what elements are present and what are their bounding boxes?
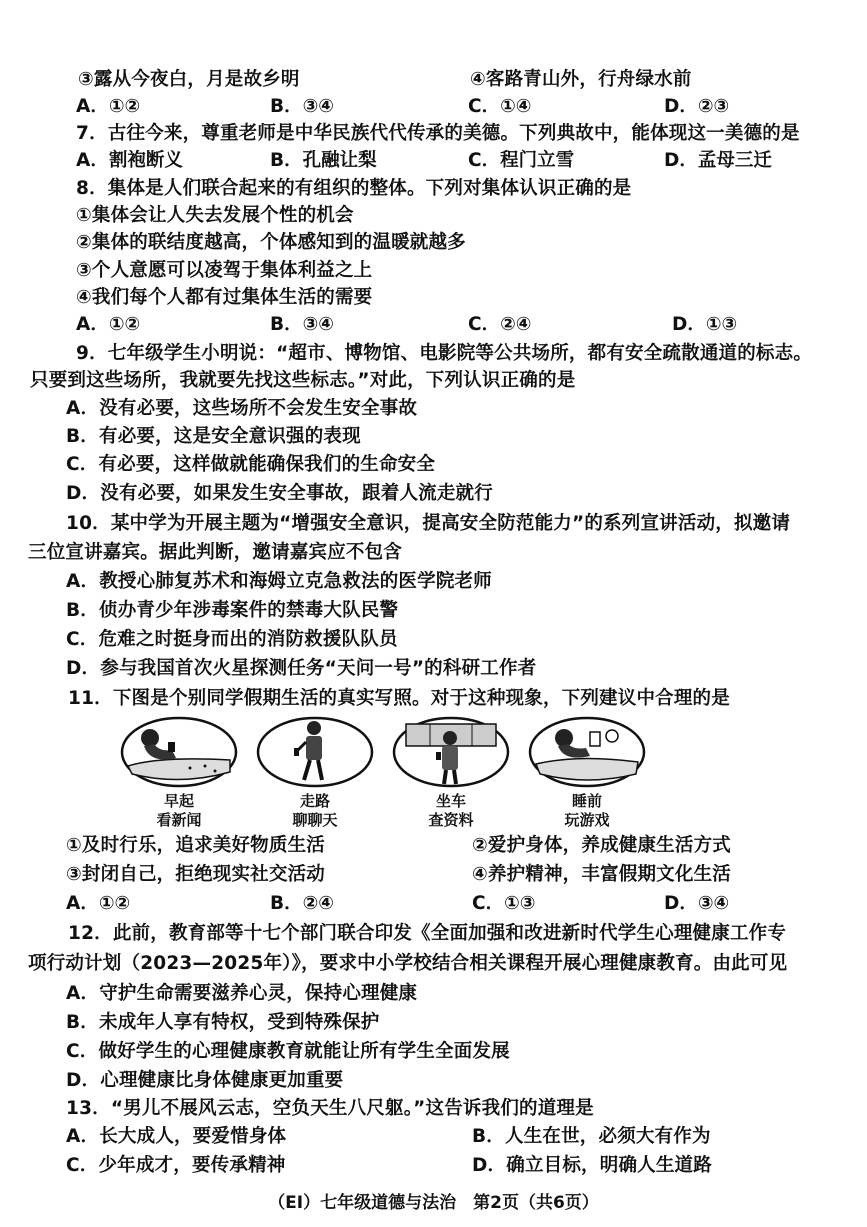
q11-statement-4: ④养护精神，丰富假期文化生活	[472, 864, 731, 885]
question-13-stem: 13．“男儿不展风云志，空负天生八尺躯。”这告诉我们的道理是	[66, 1098, 594, 1119]
choice-a: A．①②	[76, 96, 141, 117]
caption-2	[256, 792, 374, 830]
q8-choice-b: B．③④	[270, 314, 334, 335]
question-12-stem-2: 项行动计划（2023—2025年）》，要求中小学校结合相关课程开展心理健康教育。由此可见	[28, 953, 788, 974]
caption-3	[392, 792, 510, 830]
question-11-stem: 11．下图是个别同学假期生活的真实写照。对于这种现象，下列建议中合理的是	[68, 688, 730, 709]
caption-4-line-2: 玩游戏	[564, 811, 610, 829]
caption-4-line-1: 睡前	[571, 792, 602, 810]
q8-choice-d: D．①③	[672, 314, 738, 335]
caption-3-line-2: 查资料	[428, 811, 474, 829]
q11-statement-2: ②爱护身体，养成健康生活方式	[472, 835, 731, 856]
q13-choice-b: B．人生在世，必须大有作为	[472, 1126, 711, 1147]
q8-statement-2: ②集体的联结度越高，个体感知到的温暖就越多	[76, 232, 466, 253]
q8-statement-4: ④我们每个人都有过集体生活的需要	[76, 287, 373, 308]
q7-choice-b: B．孔融让梨	[270, 150, 377, 171]
q11-choice-d: D．③④	[664, 893, 730, 914]
q11-choice-b: B．②④	[270, 893, 334, 914]
q7-choice-d: D．孟母三迁	[664, 150, 772, 171]
q8-choice-a: A．①②	[76, 314, 141, 335]
question-9-stem-2: 只要到这些场所，我就要先找这些标志。”对此，下列认识正确的是	[30, 370, 576, 391]
q11-statement-1: ①及时行乐，追求美好物质生活	[66, 835, 325, 856]
illustration-row	[120, 716, 760, 829]
choice-d: D．②③	[664, 96, 730, 117]
q11-choice-a: A．①②	[66, 893, 131, 914]
q13-choice-a: A．长大成人，要爱惜身体	[66, 1126, 287, 1147]
q13-choice-c: C．少年成才，要传承精神	[66, 1155, 286, 1176]
question-9-stem-1: 9．七年级学生小明说：“超市、博物馆、电影院等公共场所，都有安全疏散通道的标志。	[76, 343, 813, 364]
q13-choice-d: D．确立目标，明确人生道路	[472, 1155, 712, 1176]
q7-choice-c: C．程门立雪	[468, 150, 575, 171]
illustration-bus-phone	[392, 716, 510, 788]
caption-2-line-1: 走路	[299, 792, 330, 810]
q11-choice-c: C．①③	[472, 893, 536, 914]
illustration-bed-gaming	[528, 716, 646, 788]
option-4: ④客路青山外，行舟绿水前	[470, 69, 692, 90]
q12-choice-b: B．未成年人享有特权，受到特殊保护	[66, 1012, 380, 1033]
q8-statement-3: ③个人意愿可以凌驾于集体利益之上	[76, 260, 373, 281]
question-10-stem-1: 10．某中学为开展主题为“增强安全意识，提高安全防范能力”的系列宣讲活动，拟邀请	[66, 513, 791, 534]
q12-choice-a: A．守护生命需要滋养心灵，保持心理健康	[66, 983, 418, 1004]
q9-choice-c: C．有必要，这样做就能确保我们的生命安全	[66, 454, 436, 475]
q10-choice-d: D．参与我国首次火星探测任务“天问一号”的科研工作者	[66, 658, 537, 679]
question-10-stem-2: 三位宣讲嘉宾。据此判断，邀请嘉宾应不包含	[28, 542, 403, 563]
caption-2-line-2: 聊聊天	[292, 811, 338, 829]
caption-4	[528, 792, 646, 830]
q10-choice-c: C．危难之时挺身而出的消防救援队队员	[66, 629, 398, 650]
question-12-stem-1: 12．此前，教育部等十七个部门联合印发《全面加强和改进新时代学生心理健康工作专	[68, 923, 787, 944]
caption-1	[120, 792, 238, 830]
q8-choice-c: C．②④	[468, 314, 532, 335]
q11-statement-3: ③封闭自己，拒绝现实社交活动	[66, 864, 325, 885]
caption-3-line-1: 坐车	[435, 792, 466, 810]
question-7-stem: 7．古往今来，尊重老师是中华民族代代传承的美德。下列典故中，能体现这一美德的是	[76, 123, 800, 144]
choice-c: C．①④	[468, 96, 532, 117]
q9-choice-a: A．没有必要，这些场所不会发生安全事故	[66, 398, 418, 419]
q8-statement-1: ①集体会让人失去发展个性的机会	[76, 205, 354, 226]
illustration-walking-phone	[256, 716, 374, 788]
q9-choice-b: B．有必要，这是安全意识强的表现	[66, 426, 361, 447]
q7-choice-a: A．割袍断义	[76, 150, 183, 171]
choice-b: B．③④	[270, 96, 334, 117]
illustration-bed-phone	[120, 716, 238, 788]
question-8-stem: 8．集体是人们联合起来的有组织的整体。下列对集体认识正确的是	[76, 178, 632, 199]
q10-choice-b: B．侦办青少年涉毒案件的禁毒大队民警	[66, 600, 399, 621]
q12-choice-d: D．心理健康比身体健康更加重要	[66, 1070, 344, 1091]
q12-choice-c: C．做好学生的心理健康教育就能让所有学生全面发展	[66, 1041, 510, 1062]
option-3: ③露从今夜白，月是故乡明	[78, 69, 300, 90]
q10-choice-a: A．教授心肺复苏术和海姆立克急救法的医学院老师	[66, 571, 492, 592]
caption-1-line-2: 看新闻	[156, 811, 202, 829]
page-footer: （EI）七年级道德与法治 第2页（共6页）	[268, 1193, 599, 1213]
q9-choice-d: D．没有必要，如果发生安全事故，跟着人流走就行	[66, 483, 493, 504]
caption-1-line-1: 早起	[163, 792, 194, 810]
